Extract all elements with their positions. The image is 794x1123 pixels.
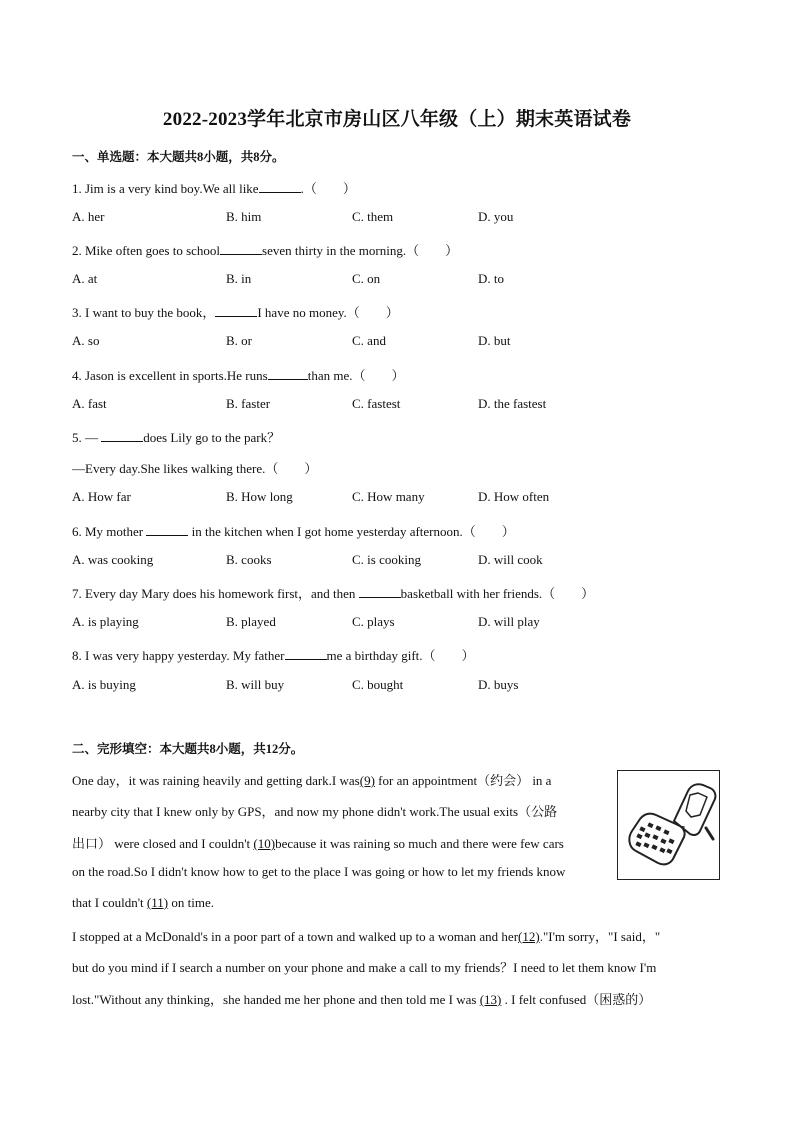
passage-line — [72, 895, 214, 911]
option-c[interactable]: C. bought — [352, 677, 404, 692]
question-text: 7. Every day Mary does his homework first，and then — [72, 586, 359, 601]
question-text: 4. Jason is excellent in sports.He runs — [72, 368, 268, 383]
passage-text: lost."Without any thinking，she handed me her phone and then told me I was — [72, 992, 480, 1007]
option-d[interactable]: D. will play — [478, 614, 540, 629]
blank-number: (9) — [359, 773, 375, 788]
passage-line — [72, 957, 656, 976]
option-c[interactable]: C. and — [352, 333, 386, 348]
option-a[interactable]: A. How far — [72, 489, 131, 504]
question-5-reply: —Every day.She likes walking there.（ ） — [72, 461, 318, 476]
question-text: .（ ） — [300, 181, 356, 196]
option-b[interactable]: B. in — [226, 271, 252, 286]
section2-heading: 二、完形填空：本大题共8小题，共12分。 — [72, 742, 304, 756]
page-title: 2022-2023学年北京市房山区八年级（上）期末英语试卷 — [162, 109, 632, 130]
option-d[interactable]: D. buys — [478, 677, 519, 692]
passage-text: . I felt confused（困惑的） — [501, 992, 652, 1007]
answer-blank — [146, 524, 188, 536]
option-c[interactable]: C. plays — [352, 614, 395, 629]
option-b[interactable]: B. played — [226, 614, 276, 629]
question-text: in the kitchen when I got home yesterday afternoon.（ ） — [188, 524, 515, 539]
option-a[interactable]: A. fast — [72, 396, 107, 411]
passage-text: for an appointment（约会） in a — [374, 773, 552, 788]
blank-number: (10) — [253, 836, 276, 851]
question-6 — [72, 521, 515, 540]
option-b[interactable]: B. How long — [226, 489, 293, 504]
passage-text: 出口） were closed and I couldn't — [72, 836, 254, 851]
passage-text: One day，it was raining heavily and getting dark.I was — [72, 773, 360, 788]
answer-blank — [259, 181, 301, 193]
answer-blank — [220, 243, 262, 255]
option-d[interactable]: D. but — [478, 333, 511, 348]
question-8 — [72, 645, 475, 664]
question-text: me a birthday gift.（ ） — [326, 648, 475, 663]
question-text: seven thirty in the morning.（ ） — [262, 243, 459, 258]
answer-blank — [101, 430, 143, 442]
section1-heading: 一、单选题：本大题共8小题，共8分。 — [72, 150, 285, 164]
option-c[interactable]: C. fastest — [352, 396, 401, 411]
option-c[interactable]: C. on — [352, 271, 381, 286]
question-text: does Lily go to the park？ — [143, 430, 281, 445]
passage-text: ."I'm sorry，"I said，" — [539, 929, 661, 944]
option-b[interactable]: B. will buy — [226, 677, 285, 692]
passage-line — [72, 989, 651, 1008]
option-d[interactable]: D. you — [478, 209, 514, 224]
option-b[interactable]: B. faster — [226, 396, 271, 411]
passage-line — [72, 926, 660, 945]
passage-line — [72, 801, 557, 820]
question-5 — [72, 427, 280, 446]
option-c[interactable]: C. is cooking — [352, 552, 421, 567]
question-text: 8. I was very happy yesterday. My father — [72, 648, 285, 663]
question-text: 6. My mother — [72, 524, 147, 539]
answer-blank — [359, 586, 401, 598]
option-a[interactable]: A. at — [72, 271, 98, 286]
passage-text: I stopped at a McDonald's in a poor part of a town and walked up to a woman and her — [72, 929, 519, 944]
answer-blank — [268, 368, 308, 380]
option-a[interactable]: A. is buying — [72, 677, 136, 692]
option-a[interactable]: A. was cooking — [72, 552, 154, 567]
question-text: 5. — — [72, 430, 102, 445]
answer-blank — [215, 305, 257, 317]
passage-text: on the road.So I didn't know how to get to the place I was going or how to let my friends know — [72, 864, 566, 879]
option-a[interactable]: A. so — [72, 333, 100, 348]
question-text: 2. Mike often goes to school — [72, 243, 221, 258]
option-b[interactable]: B. him — [226, 209, 262, 224]
option-a[interactable]: A. her — [72, 209, 105, 224]
option-d[interactable]: D. to — [478, 271, 504, 286]
option-c[interactable]: C. them — [352, 209, 394, 224]
passage-line — [72, 770, 551, 789]
question-text: I have no money.（ ） — [257, 305, 399, 320]
blank-number: (12) — [518, 929, 540, 944]
question-4 — [72, 365, 404, 384]
passage-text: that I couldn't — [72, 895, 147, 910]
option-d[interactable]: D. How often — [478, 489, 550, 504]
question-text: 1. Jim is a very kind boy.We all like — [72, 181, 259, 196]
question-3 — [72, 302, 399, 321]
flip-phone-icon — [618, 771, 719, 879]
blank-number: (13) — [479, 992, 502, 1007]
passage-text: but do you mind if I search a number on your phone and make a call to my friends？I need to let them know I'm — [72, 960, 657, 975]
option-b[interactable]: B. cooks — [226, 552, 272, 567]
question-7 — [72, 583, 594, 602]
question-1 — [72, 178, 356, 197]
blank-number: (11) — [146, 895, 169, 910]
answer-blank — [285, 648, 327, 660]
option-b[interactable]: B. or — [226, 333, 252, 348]
phone-illustration — [617, 770, 720, 880]
passage-line — [72, 833, 564, 852]
option-c[interactable]: C. How many — [352, 489, 425, 504]
passage-text: on time. — [168, 895, 214, 910]
passage-text: because it was raining so much and there were few cars — [275, 836, 564, 851]
question-text: than me.（ ） — [307, 368, 405, 383]
passage-text: nearby city that I knew only by GPS，and now my phone didn't work.The usual exits（公路 — [72, 804, 558, 819]
question-2 — [72, 240, 458, 259]
question-text: 3. I want to buy the book， — [72, 305, 216, 320]
passage-line — [72, 864, 565, 880]
option-a[interactable]: A. is playing — [72, 614, 139, 629]
option-d[interactable]: D. the fastest — [478, 396, 547, 411]
option-d[interactable]: D. will cook — [478, 552, 543, 567]
question-text: basketball with her friends.（ ） — [400, 586, 595, 601]
